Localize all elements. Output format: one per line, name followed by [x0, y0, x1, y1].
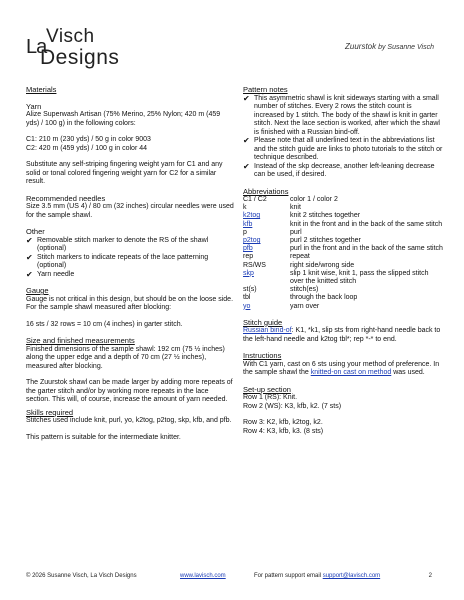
abbreviation-row: [243, 286, 443, 294]
abbreviation-meaning: repeat: [290, 253, 310, 261]
abbreviation-meaning: color 1 / color 2: [290, 196, 338, 203]
setup-heading: Set-up section: [243, 384, 291, 394]
stitch-guide-heading: Stitch guide: [243, 317, 283, 327]
abbreviation-key: tbl: [243, 294, 251, 302]
abbreviations-heading: Abbreviations: [243, 186, 289, 196]
size-text-2: The Zuurstok shawl can be made larger by adding more repeats of the garter stitch and/or by working more repeats in the lace section. This will, of course, increase the amount of yarn needed.: [26, 379, 233, 403]
note-item: ✔ This asymmetric shawl is knit sideways starting with a small number of stitches. Every 2 rows the stitch count is increased by 1 stitch. The body of the shawl is knit in garter stitch. Next the lace section is worked, after which the shawl is finished with a Russian bind-off.: [243, 93, 440, 136]
other-heading: Other: [26, 227, 45, 236]
abbreviation-row: [243, 303, 443, 311]
abbreviations-table: [243, 196, 443, 311]
note-item: ✔ Please note that all underlined text in the abbreviations list and the stitch guide are links to photo tutorials to the stitch or technique described.: [243, 136, 443, 161]
abbreviation-row: [243, 221, 443, 229]
abbreviation-row: [243, 262, 443, 270]
instructions-heading: Instructions: [243, 351, 282, 361]
abbreviation-row: [243, 253, 443, 261]
abbreviation-meaning: stitch(es): [290, 286, 319, 294]
checkmark-icon: ✔: [26, 269, 33, 279]
abbreviation-key: p: [243, 228, 247, 236]
abbreviation-meaning: right side/wrong side: [290, 261, 355, 269]
abbreviation-key: rep: [243, 253, 254, 261]
abbreviation-key[interactable]: p2tog: [243, 237, 261, 245]
size-text: Finished dimensions of the sample shawl: 192 cm (75 ½ inches) along the upper edge and a depth of 70 cm (27 ½ inches), measured after blocking.: [26, 345, 225, 370]
row-text: Row 4: K3, kfb, k3. (8 sts): [243, 427, 324, 435]
abbreviation-meaning: knit 2 stitches together: [290, 212, 361, 220]
row-text: Row 2 (WS): K3, kfb, k2. (7 sts): [243, 402, 342, 410]
other-item: ✔ Yarn needle: [26, 269, 75, 279]
support-email-link[interactable]: support@lavisch.com: [322, 573, 381, 579]
abbreviation-key[interactable]: skp: [243, 269, 254, 277]
right-column: [243, 86, 443, 436]
support-text: For pattern support email support@lavisch.com: [254, 573, 381, 579]
gauge-heading: Gauge: [26, 286, 49, 295]
pattern-title: Zuurstok: [345, 42, 377, 51]
stitch-guide-text: Russian bind-of: K1, *k1, slip sts from right-hand needle back to the left-hand needle and k2tog tbl*; rep *-* to end.: [243, 327, 441, 343]
abbreviation-meaning: knit in the front and in the back of the same stitch: [290, 220, 443, 228]
yarn-text: Alize Superwash Artisan (75% Merino, 25% Nylon; 420 m (459 yds) / 100 g) in the following colors:: [26, 111, 221, 127]
abbreviation-meaning: slip 1 knit wise, knit 1, pass the slipped stitch over the knitted stitch: [290, 269, 429, 286]
russian-bind-off-link[interactable]: Russian bind-of: [243, 327, 292, 335]
skills-text: Stitches used include knit, purl, yo, k2tog, p2tog, skp, kfb, and pfb.: [26, 417, 232, 424]
gauge-text: Gauge is not critical in this design, but should be on the loose side. For the sample shawl measured after blocking:: [26, 295, 234, 311]
checkmark-icon: ✔: [26, 235, 33, 245]
level-text: This pattern is suitable for the intermediate knitter.: [26, 433, 181, 441]
checkmark-icon: ✔: [243, 136, 250, 145]
abbreviation-meaning: through the back loop: [290, 294, 358, 302]
color-2-text: C2: 420 m (459 yds) / 100 g in color 44: [26, 144, 148, 152]
row-text: Row 1 (RS): Knit.: [243, 394, 298, 402]
logo-designs: Designs: [40, 46, 120, 69]
abbreviation-row: [243, 245, 443, 253]
copyright: © 2026 Susanne Visch, La Visch Designs: [26, 573, 137, 579]
abbreviation-key: k: [243, 204, 247, 212]
row-text: Row 3: K2, kfb, k2tog, k2.: [243, 419, 323, 427]
abbreviation-row: [243, 196, 443, 204]
abbreviation-key: C1 / C2: [243, 196, 267, 203]
abbreviation-row: [243, 270, 443, 286]
instructions-text: With C1 yarn, cast on 6 sts using your method of preference. In the sample shawl the knitted-on cast on method was used.: [243, 360, 440, 377]
checkmark-icon: ✔: [243, 93, 250, 103]
substitute-text: Substitute any self-striping fingering weight yarn for C1 and any solid or tonal colored fingering weight yarn for C2 for a similar result.: [26, 161, 223, 185]
checkmark-icon: ✔: [243, 161, 250, 171]
abbreviation-meaning: knit: [290, 204, 301, 212]
abbreviation-key[interactable]: pfb: [243, 245, 253, 253]
abbreviation-row: [243, 204, 443, 212]
notes-heading: Pattern notes: [243, 85, 288, 94]
abbreviation-key[interactable]: kfb: [243, 220, 253, 228]
byline: by Susanne Visch: [378, 44, 434, 51]
skills-heading: Skills required: [26, 407, 74, 417]
needles-heading: Recommended needles: [26, 193, 106, 203]
abbreviation-key: st(s): [243, 286, 257, 294]
abbreviation-meaning: yarn over: [290, 302, 320, 310]
abbreviation-meaning: purl: [290, 228, 302, 236]
page-header: [345, 42, 434, 51]
page-number: 2: [428, 573, 432, 579]
left-column: [26, 86, 234, 442]
cast-on-link[interactable]: knitted-on cast on method: [310, 369, 392, 377]
abbreviation-row: [243, 212, 443, 220]
abbreviation-meaning: purl in the front and in the back of the same stitch: [290, 245, 443, 253]
other-item: ✔ Stitch markers to indicate repeats of the lace patterning (optional): [26, 252, 209, 269]
yarn-heading: Yarn: [26, 101, 42, 111]
other-item: ✔ Removable stitch marker to denote the RS of the shawl (optional): [26, 235, 209, 252]
materials-heading: Materials: [26, 85, 57, 94]
abbreviation-row: [243, 294, 443, 302]
brand-logo: [26, 26, 136, 72]
logo-la: La: [26, 36, 47, 58]
needles-text: Size 3.5 mm (US 4) / 80 cm (32 inches) circular needles were used for the sample shawl.: [26, 203, 234, 219]
checkmark-icon: ✔: [26, 252, 33, 262]
logo-visch: Visch: [46, 26, 95, 47]
website-link[interactable]: www.lavisch.com: [180, 573, 226, 579]
abbreviation-row: [243, 229, 443, 237]
abbreviation-key[interactable]: yo: [243, 302, 251, 310]
abbreviation-meaning: purl 2 stitches together: [290, 237, 361, 245]
abbreviation-row: [243, 237, 443, 245]
abbreviation-key[interactable]: k2tog: [243, 212, 261, 220]
abbreviation-key: RS/WS: [243, 261, 266, 269]
note-item: ✔ Instead of the skp decrease, another left-leaning decrease can be used, if desired.: [243, 161, 435, 178]
color-1-text: C1: 210 m (230 yds) / 50 g in color 9003: [26, 136, 151, 143]
gauge-value: 16 sts / 32 rows = 10 cm (4 inches) in garter stitch.: [26, 320, 183, 328]
size-heading: Size and finished measurements: [26, 336, 135, 345]
